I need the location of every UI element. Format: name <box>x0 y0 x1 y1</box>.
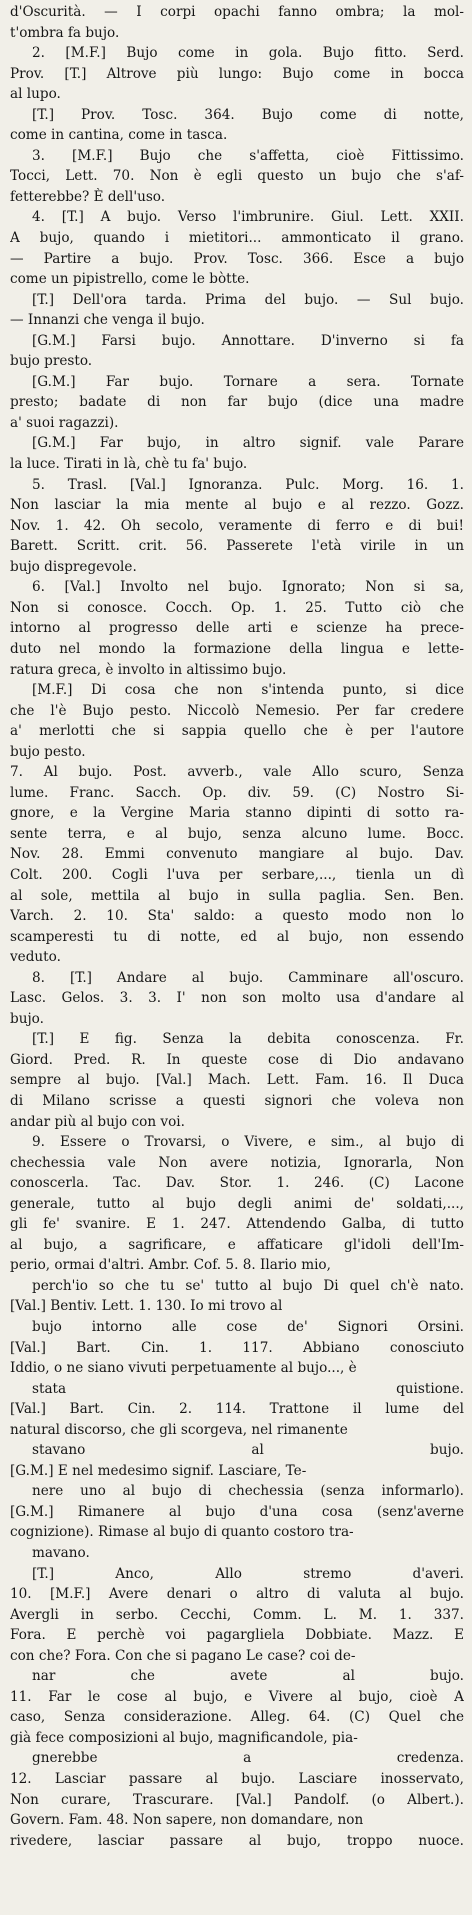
text-line: [T.] E fig. Senza la debita conoscenza. Fr. <box>32 1031 464 1048</box>
text-line: Lasc. Gelos. 3. 3. I' non son molto usa d'andare al <box>10 990 464 1007</box>
text-line: [G.M.] Far bujo. Tornare a sera. Tornate <box>32 373 464 390</box>
text-line: a' suoi ragazzi). <box>10 414 119 431</box>
text-line: [T.] Anco, Allo stremo d'averi. <box>32 1565 464 1582</box>
text-line: Govern. Fam. 48. Non sapere, non domandare, non <box>10 1812 364 1829</box>
text-line: 9. Essere o Trovarsi, o Vivere, e sim., al bujo di <box>32 1134 464 1151</box>
text-line: 2. [M.F.] Bujo come in gola. Bujo fitto. Serd. <box>32 45 464 62</box>
dictionary-entry-text <box>10 2 464 1851</box>
text-line: [M.F.] Di cosa che non s'intenda punto, si dice <box>32 682 464 699</box>
text-line: — Partire a bujo. Prov. Tosc. 366. Esce a bujo <box>10 250 464 267</box>
text-line: mavano. <box>32 1545 90 1562</box>
text-line: lume. Franc. Sacch. Op. div. 59. (C) Nostro Si- <box>10 784 464 801</box>
text-line: stavano al bujo. <box>32 1442 464 1459</box>
text-line: Giord. Pred. R. In queste cose di Dio andavano <box>10 1051 464 1068</box>
text-line: intorno al progresso delle arti e scienze ha prece- <box>10 620 464 637</box>
text-line: — Innanzi che venga il bujo. <box>10 312 205 329</box>
text-line: di Milano scrisse a questi signori che voleva non <box>10 1092 464 1109</box>
text-line: bujo. <box>10 1010 44 1027</box>
text-line: 8. [T.] Andare al bujo. Camminare all'oscuro. <box>32 969 464 986</box>
text-line: [G.M.] Rimanere al bujo d'una cosa (senz'averne <box>10 1503 464 1520</box>
text-line: [T.] Dell'ora tarda. Prima del bujo. — Sul bujo. <box>32 291 464 308</box>
text-line: generale, tutto al bujo degli animi de' soldati,..., <box>10 1195 464 1212</box>
text-line: 10. [M.F.] Avere denari o altro di valuta al bujo. <box>10 1586 464 1603</box>
text-line: nere uno al bujo di chechessia (senza informarlo). <box>32 1483 464 1500</box>
text-line: come un pipistrello, come le bòtte. <box>10 271 250 288</box>
text-line: gli fe' svanire. E 1. 247. Attendendo Galba, di tutto <box>10 1216 464 1233</box>
text-line: scamperesti tu di notte, ed al bujo, non essendo <box>10 928 464 945</box>
text-line: chechessia vale Non avere notizia, Ignorarla, Non <box>10 1154 464 1171</box>
text-line: 12. Lasciar passare al bujo. Lasciare inosservato, <box>10 1771 464 1788</box>
text-line: 5. Trasl. [Val.] Ignoranza. Pulc. Morg. 16. 1. <box>32 476 464 493</box>
text-line: perch'io so che tu se' tutto al bujo Di quel ch'è nato. <box>32 1277 464 1294</box>
text-line: a' merlotti che si sappia quello che è per l'autore <box>10 723 464 740</box>
text-line: al sole, mettila al bujo in sulla paglia. Sen. Ben. <box>10 887 464 904</box>
text-line: 3. [M.F.] Bujo che s'affetta, cioè Fittissimo. <box>32 147 464 164</box>
text-line: A bujo, quando i mietitori... ammonticato il grano. <box>10 230 464 247</box>
text-line: al bujo, a sagrificare, e affaticare gl'idoli dell'Im- <box>10 1236 464 1253</box>
text-line: sente terra, e al bujo, senza alcuno lume. Bocc. <box>10 825 464 842</box>
text-line: al lupo. <box>10 86 61 103</box>
text-line: Avergli in serbo. Cecchi, Comm. L. M. 1. 337. <box>10 1606 464 1623</box>
text-line: bujo presto. <box>10 353 93 370</box>
text-line: [G.M.] E nel medesimo signif. Lasciare, Te- <box>10 1462 307 1479</box>
text-line: natural discorso, che gli scorgeva, nel rimanente <box>10 1421 348 1438</box>
text-line: 4. [T.] A bujo. Verso l'imbrunire. Giul. Lett. XXII. <box>32 209 464 226</box>
text-line: che l'è Bujo pesto. Niccolò Nemesio. Per far credere <box>10 702 464 719</box>
text-line: come in cantina, come in tasca. <box>10 127 228 144</box>
text-line: perio, ormai d'altri. Ambr. Cof. 5. 8. Ilario mio, <box>10 1257 331 1274</box>
text-line: Non si conosce. Cocch. Op. 1. 25. Tutto ciò che <box>10 599 464 616</box>
text-line: andar più al bujo con voi. <box>10 1113 185 1130</box>
text-line: fetterebbe? È dell'uso. <box>10 188 166 205</box>
text-line: caso, Senza considerazione. Alleg. 64. (C) Quel che <box>10 1709 464 1726</box>
text-line: gnore, e la Vergine Maria stanno dipinti di sotto ra- <box>10 805 464 822</box>
text-line: d'Oscurità. — I corpi opachi fanno ombra; la mol- <box>10 4 464 20</box>
text-line: 6. [Val.] Involto nel bujo. Ignorato; Non si sa, <box>32 579 464 596</box>
text-line: ratura greca, è involto in altissimo bujo. <box>10 661 287 678</box>
text-line: [Val.] Bart. Cin. 2. 114. Trattone il lume del <box>10 1401 464 1418</box>
text-line: stata quistione. <box>32 1380 464 1397</box>
text-line: sempre al bujo. [Val.] Mach. Lett. Fam. 16. Il Duca <box>10 1072 464 1089</box>
text-line: Varch. 2. 10. Sta' saldo: a questo modo non lo <box>10 908 464 925</box>
text-line: con che? Fora. Con che si pagano Le case? coi de- <box>10 1647 356 1664</box>
text-line: veduto. <box>10 949 61 966</box>
text-line: 7. Al bujo. Post. avverb., vale Allo scuro, Senza <box>10 764 464 781</box>
text-line: Barett. Scritt. crit. 56. Passerete l'età virile in un <box>10 538 464 555</box>
text-line: Nov. 28. Emmi convenuto mangiare al bujo. Dav. <box>10 846 464 863</box>
text-line: Fora. E perchè voi pagargliela Dobbiate. Mazz. E <box>10 1627 464 1644</box>
text-line: nar che avete al bujo. <box>32 1668 464 1685</box>
text-line: bujo pesto. <box>10 743 86 760</box>
text-line: 11. Far le cose al bujo, e Vivere al bujo, cioè A <box>10 1688 464 1705</box>
text-line: Tocci, Lett. 70. Non è egli questo un bujo che s'af- <box>10 168 464 185</box>
text-line: bujo intorno alle cose de' Signori Orsini. <box>32 1319 464 1335</box>
text-line: gnerebbe a credenza. <box>32 1750 464 1767</box>
text-line: già fece composizioni al bujo, magnificandole, pia- <box>10 1729 358 1746</box>
text-line: [G.M.] Farsi bujo. Annottare. D'inverno si fa <box>32 332 464 349</box>
text-line: Prov. [T.] Altrove più lungo: Bujo come in bocca <box>10 65 464 82</box>
text-line: cognizione). Rimase al bujo di quanto costoro tra- <box>10 1524 354 1541</box>
text-line: Nov. 1. 42. Oh secolo, veramente di ferro e di bui! <box>10 517 464 534</box>
text-line: [T.] Prov. Tosc. 364. Bujo come di notte, <box>32 106 464 123</box>
text-line: bujo dispregevole. <box>10 558 137 575</box>
text-line: Non curare, Trascurare. [Val.] Pandolf. (o Albert.). <box>10 1791 464 1808</box>
text-line: [Val.] Bentiv. Lett. 1. 130. Io mi trovo al <box>10 1298 283 1315</box>
text-line: presto; badate di non far bujo (dice una madre <box>10 394 464 411</box>
text-line: t'ombra fa bujo. <box>10 24 120 41</box>
text-line: rivedere, lasciar passare al bujo, troppo nuoce. <box>10 1832 464 1849</box>
text-line: Iddio, o ne siano vivuti perpetuamente al bujo..., è <box>10 1360 357 1377</box>
text-line: conoscerla. Tac. Dav. Stor. 1. 246. (C) Lacone <box>10 1175 464 1192</box>
text-line: la luce. Tirati in là, chè tu fa' bujo. <box>10 456 248 473</box>
text-line: [G.M.] Far bujo, in altro signif. vale Parare <box>32 435 464 452</box>
text-line: duto nel mondo la formazione della lingua e lette- <box>10 640 464 657</box>
text-line: Colt. 200. Cogli l'uva per serbare,..., tienla un dì <box>10 866 464 883</box>
text-line: Non lasciar la mia mente al bujo e al rezzo. Gozz. <box>10 497 464 514</box>
text-line: [Val.] Bart. Cin. 1. 117. Abbiano conosciuto <box>10 1339 464 1356</box>
